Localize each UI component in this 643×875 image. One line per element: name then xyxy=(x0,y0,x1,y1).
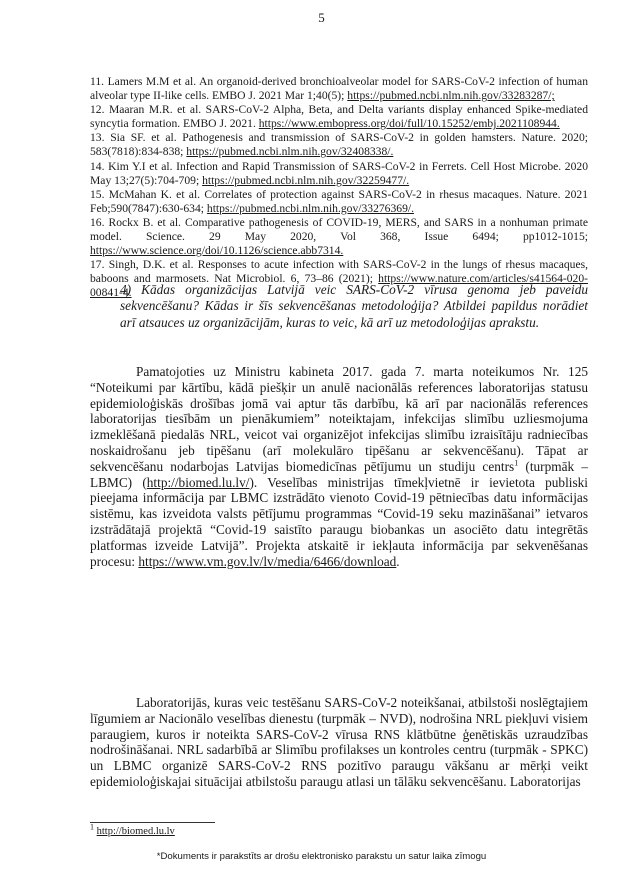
page-number: 5 xyxy=(318,10,325,25)
reference-text: 13. Sia SF. et al. Pathogenesis and transmission of SARS-CoV-2 in golden hamsters. Nature. 2020; 583(7818):834-838; xyxy=(90,131,588,159)
reference-link[interactable]: https://pubmed.ncbi.nlm.nih.gov/32408338/. xyxy=(186,145,394,159)
lbmc-link[interactable]: http://biomed.lu.lv/ xyxy=(146,474,250,490)
reference-link[interactable]: https://www.nature.com/articles/s41564-020-00841-4. xyxy=(90,272,588,300)
reference-text: 11. Lamers M.M et al. An organoid-derived bronchioalveolar model for SARS-CoV-2 infection of human alveolar type II-like cells. EMBO J. 2021 Mar 1;40(5); xyxy=(90,75,588,103)
question-heading: 4) Kādas organizācijas Latvijā veic SARS-CoV-2 vīrusa genoma jeb paveidu sekvencēšanu? Kādas ir šīs sekvencēšanas metodoloģija? Atbildei papildus norādiet arī atsauces uz organizācijām, kuras to veic, kā arī uz metodoloģijas aprakstu. xyxy=(120,282,588,330)
body-paragraph xyxy=(90,364,588,569)
reference-item xyxy=(90,103,588,131)
footnote-marker: 1 xyxy=(90,822,94,832)
reference-text: 15. McMahan K. et al. Correlates of protection against SARS-CoV-2 in rhesus macaques. Nature. 2021 Feb;590(7847):630-634; xyxy=(90,187,588,215)
paragraph-text: (turpmāk – LBMC) ( xyxy=(90,458,588,490)
reference-text: 16. Rockx B. et al. Comparative pathogenesis of COVID-19, MERS, and SARS in a nonhuman primate model. Science. 29 May 2020, Vol 368, Issue 6494; pp1012-1015; xyxy=(90,215,588,244)
footnote xyxy=(90,822,175,837)
paragraph-text: Pamatojoties uz Ministru kabineta 2017. gada 7. marta noteikumos Nr. 125 “Noteikumi par kārtību, kādā piešķir un anulē nacionālās references laboratorijas statusu epidemioloģiskās drošības jomā vai aptur tās darbību, kā arī par nacionālās references laboratorijas tiesībām un pienākumiem” noteiktajam, infekcijas slimību uzliesmojuma izmeklēšanā piedalās NRL, veicot vai organizējot infekcijas slimību izraisītāju radniecības noskaidrošanu jeb tipēšanu (arī molekulāro tipēšanu ar sekvencēšanu). Tāpat ar sekvencēšanu nodarbojas Latvijas biomedicīnas pētījumu un studiju centrs xyxy=(90,364,588,474)
footnote-reference[interactable]: 1 xyxy=(514,458,519,468)
reference-text: 14. Kim Y.I et al. Infection and Rapid Transmission of SARS-CoV-2 in Ferrets. Cell Host Microbe. 2020 May 13;27(5):704-709; xyxy=(90,159,588,187)
reference-item xyxy=(90,188,588,216)
footnote-divider xyxy=(90,822,215,823)
reference-link[interactable]: https://pubmed.ncbi.nlm.nih.gov/32259477/. xyxy=(202,173,410,187)
paragraph-text: ). Veselības ministrijas tīmekļvietnē ir ievietota publiski pieejama informācija par LBMC izstrādāto vienoto Covid-19 pētniecības datu informācijas sistēmu, kas izveidota valsts pētījumu programmas “Covid-19 seku mazināšanai” ietvaros izstrādātajā projektā “Covid-19 saistīto paraugu biobankas un asociēto datu integrētās platformas izveide Latvijā”. Projekta atskaitē ir iekļauta informācija par sekvenēšanas procesu: xyxy=(90,474,588,569)
reference-link[interactable]: https://pubmed.ncbi.nlm.nih.gov/33276369/. xyxy=(206,201,414,215)
reference-item xyxy=(90,75,588,103)
reference-link[interactable]: https://www.science.org/doi/10.1126/science.abb7314. xyxy=(90,244,344,258)
reference-item xyxy=(90,216,588,258)
body-paragraph: Laboratorijās, kuras veic testēšanu SARS-CoV-2 noteikšanai, atbilstoši noslēgtajiem līgumiem ar Nacionālo veselības dienestu (turpmāk – NVD), nodrošina NRL piekļuvi visiem paraugiem, kuros ir noteikta SARS-CoV-2 vīrusa RNS klātbūtne ģenētiskās uzraudzības nodrošināšanai. NRL sadarbībā ar Slimību profilakses un kontroles centru (turpmāk - SPKC) un LBMC organizē SARS-CoV-2 RNS pozitīvo paraugu vākšanu ar mērķi veikt epidemioloģiskajai situācijai atbilstošu paraugu atlasi un tālāku sekvencēšanu. Laboratorijas xyxy=(90,695,588,789)
reference-link[interactable]: https://www.embopress.org/doi/full/10.15252/embj.2021108944. xyxy=(258,117,560,131)
reference-text: 12. Maaran M.R. et al. SARS-CoV-2 Alpha, Beta, and Delta variants display enhanced Spike-mediated syncytia formation. EMBO J. 2021. xyxy=(90,103,588,131)
reference-text: 17. Singh, D.K. et al. Responses to acute infection with SARS-CoV-2 in the lungs of rhesus macaques, baboons and marmosets. Nat Microbiol. 6, 73–86 (2021); xyxy=(90,258,588,286)
footnote-link[interactable]: http://biomed.lu.lv xyxy=(96,826,175,837)
signature-note: *Dokuments ir parakstīts ar drošu elektronisko parakstu un satur laika zīmogu xyxy=(156,851,487,862)
paragraph-text: . xyxy=(396,553,400,569)
reference-link[interactable]: https://pubmed.ncbi.nlm.nih.gov/33283287/; xyxy=(347,89,555,103)
reference-list xyxy=(90,75,588,301)
reference-item xyxy=(90,160,588,188)
reference-item xyxy=(90,131,588,159)
report-download-link[interactable]: https://www.vm.gov.lv/lv/media/6466/download xyxy=(138,553,397,569)
